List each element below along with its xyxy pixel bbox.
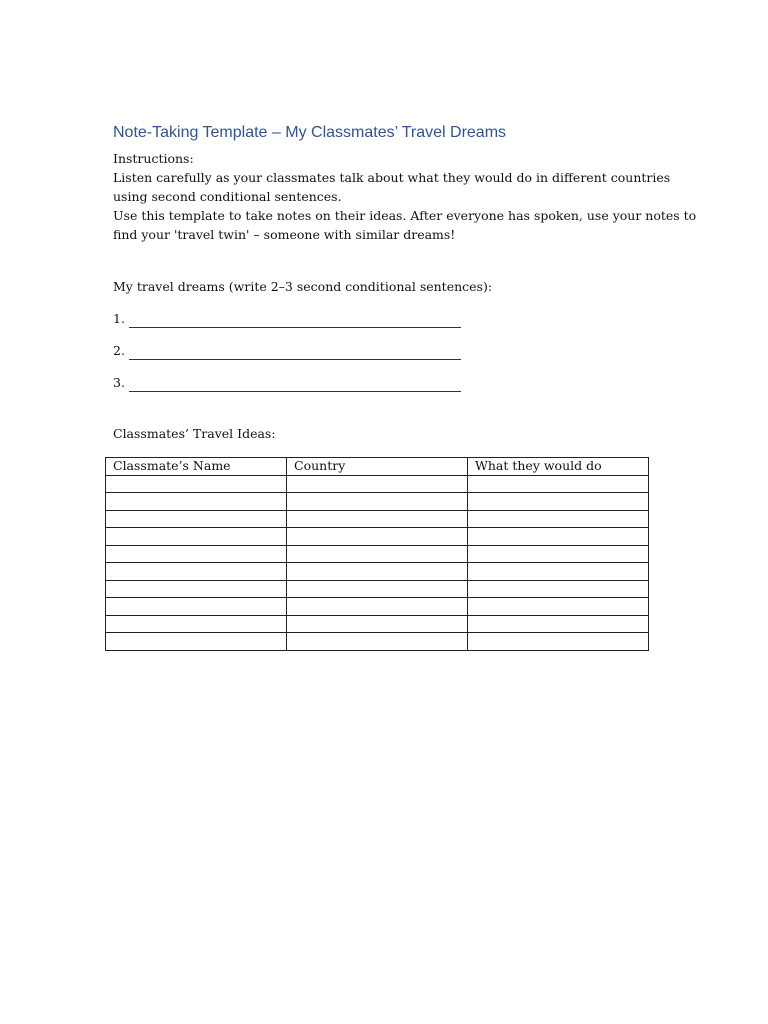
instructions-line: find your 'travel twin' – someone with similar dreams!	[113, 227, 456, 242]
instructions-label: Instructions:	[113, 151, 194, 166]
table-cell[interactable]	[287, 633, 468, 651]
table-body	[106, 475, 649, 650]
table-cell[interactable]	[468, 475, 649, 493]
dream-number: 3.	[113, 375, 125, 390]
table-row	[106, 510, 649, 528]
table-row	[106, 563, 649, 581]
table-cell[interactable]	[287, 598, 468, 616]
instructions-line: using second conditional sentences.	[113, 189, 342, 204]
table-cell[interactable]	[106, 475, 287, 493]
column-header-country: Country	[287, 458, 468, 476]
table-row	[106, 580, 649, 598]
table-row	[106, 598, 649, 616]
table-cell[interactable]	[287, 475, 468, 493]
table-cell[interactable]	[106, 563, 287, 581]
instructions-line: Listen carefully as your classmates talk about what they would do in different countries	[113, 170, 671, 185]
dream-line-1	[113, 309, 461, 328]
classmates-travel-ideas-table	[105, 457, 649, 651]
table-cell[interactable]	[106, 580, 287, 598]
table-header-row	[106, 458, 649, 476]
table-cell[interactable]	[106, 633, 287, 651]
dream-blank-line[interactable]	[129, 314, 461, 328]
table-title: Classmates’ Travel Ideas:	[113, 426, 276, 441]
table-cell[interactable]	[468, 510, 649, 528]
table-cell[interactable]	[106, 528, 287, 546]
dream-number: 1.	[113, 311, 125, 326]
table-cell[interactable]	[468, 580, 649, 598]
table-cell[interactable]	[468, 545, 649, 563]
column-header-activity: What they would do	[468, 458, 649, 476]
table-row	[106, 475, 649, 493]
table-cell[interactable]	[468, 528, 649, 546]
dream-blank-line[interactable]	[129, 378, 461, 392]
table-cell[interactable]	[106, 598, 287, 616]
table-cell[interactable]	[287, 545, 468, 563]
table-cell[interactable]	[287, 615, 468, 633]
table-cell[interactable]	[106, 510, 287, 528]
table-row	[106, 545, 649, 563]
page-title: Note-Taking Template – My Classmates’ Travel Dreams	[113, 124, 507, 141]
table-cell[interactable]	[106, 493, 287, 511]
table-cell[interactable]	[106, 545, 287, 563]
table-row	[106, 615, 649, 633]
dream-blank-line[interactable]	[129, 346, 461, 360]
table-cell[interactable]	[468, 633, 649, 651]
table-cell[interactable]	[468, 615, 649, 633]
instructions-line: Use this template to take notes on their ideas. After everyone has spoken, use your notes to	[113, 208, 697, 223]
dream-number: 2.	[113, 343, 125, 358]
dream-line-2	[113, 341, 461, 360]
table-cell[interactable]	[287, 528, 468, 546]
table-row	[106, 528, 649, 546]
table-row	[106, 633, 649, 651]
table-cell[interactable]	[287, 580, 468, 598]
table-cell[interactable]	[468, 598, 649, 616]
travel-dreams-prompt: My travel dreams (write 2–3 second conditional sentences):	[113, 279, 493, 294]
dream-line-3	[113, 373, 461, 392]
table-cell[interactable]	[287, 563, 468, 581]
table-row	[106, 493, 649, 511]
table-cell[interactable]	[287, 493, 468, 511]
table-cell[interactable]	[468, 493, 649, 511]
table-cell[interactable]	[287, 510, 468, 528]
column-header-name: Classmate’s Name	[106, 458, 287, 476]
table-cell[interactable]	[106, 615, 287, 633]
table-cell[interactable]	[468, 563, 649, 581]
